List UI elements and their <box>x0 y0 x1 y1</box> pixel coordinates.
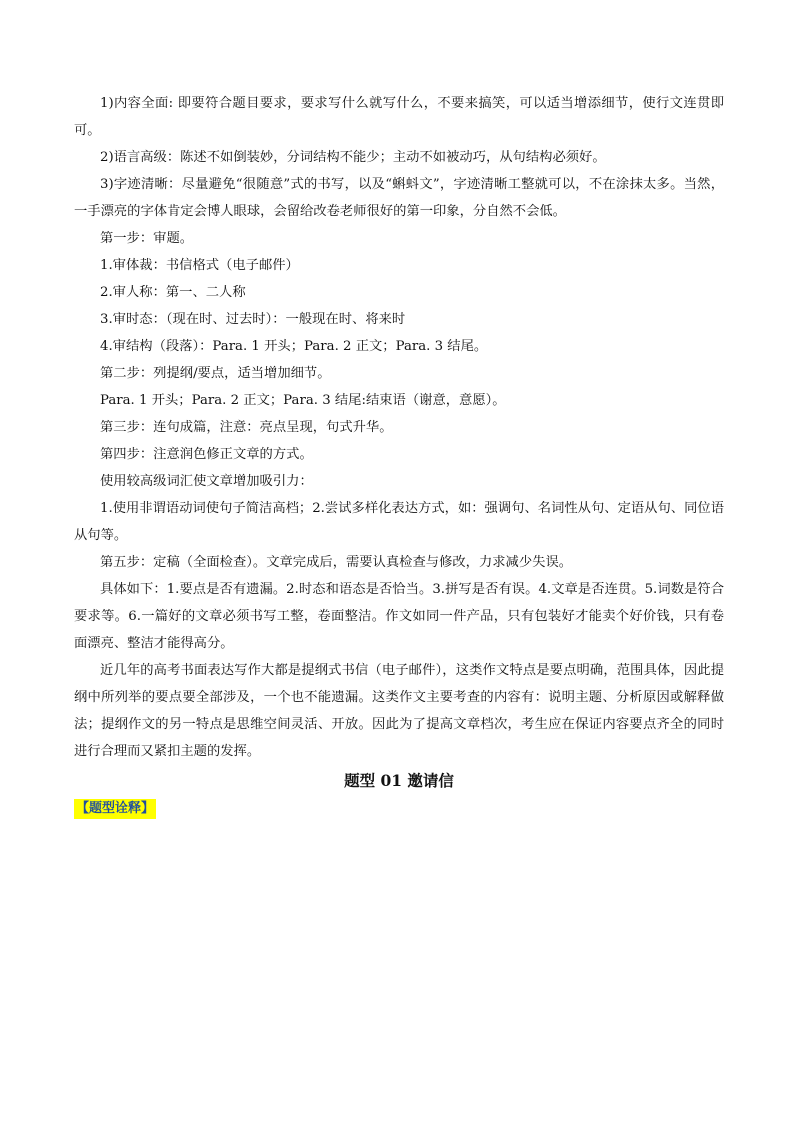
paragraph: 1.审体裁：书信格式（电子邮件） <box>100 258 299 273</box>
tag-row <box>74 797 724 819</box>
paragraph: 2.审人称：第一、二人称 <box>100 285 246 300</box>
paragraph: 2)语言高级：陈述不如倒装妙，分词结构不能少；主动不如被动巧，从句结构必须好。 <box>100 150 606 165</box>
paragraph: 使用较高级词汇使文章增加吸引力： <box>100 474 313 489</box>
section-tag: 【题型诠释】 <box>74 799 156 819</box>
document-body <box>74 90 724 819</box>
paragraph: Para. 1 开头；Para. 2 正文；Para. 3 结尾:结束语（谢意，意愿）。 <box>100 393 506 408</box>
paragraph: 1)内容全面: 即要符合题目要求，要求写什么就写什么，不要来搞笑，可以适当增添细节，使行文连贯即可。 <box>74 96 724 138</box>
paragraph: 3)字迹清晰：尽量避免“很随意”式的书写，以及“蝌蚪文”，字迹清晰工整就可以，不在涂抹太多。当然，一手漂亮的字体肯定会博人眼球，会留给改卷老师很好的第一印象，分自然不会低。 <box>74 177 724 219</box>
paragraph: 第三步：连句成篇，注意：亮点呈现，句式升华。 <box>100 420 393 435</box>
paragraph: 近几年的高考书面表达写作大都是提纲式书信（电子邮件），这类作文特点是要点明确，范围具体，因此提纲中所列举的要点要全部涉及，一个也不能遗漏。这类作文主要考查的内容有：说明主题、分析原因或解释做法；提纲作文的另一特点是思维空间灵活、开放。因此为了提高文章档次，考生应在保证内容要点齐全的同时进行合理而又紧扣主题的发挥。 <box>74 663 724 759</box>
paragraph: 3.审时态：（现在时、过去时）：一般现在时、将来时 <box>100 312 406 327</box>
paragraph: 第二步：列提纲/要点，适当增加细节。 <box>100 366 331 381</box>
paragraph: 第一步：审题。 <box>100 231 194 246</box>
section-title: 题型 01 邀请信 <box>344 771 454 790</box>
paragraph: 具体如下：1.要点是否有遗漏。2.时态和语态是否恰当。3.拼写是否有误。4.文章是否连贯。5.词数是符合要求等。6.一篇好的文章必须书写工整，卷面整洁。作文如同一件产品，只有包装好才能卖个好价钱，只有卷面漂亮、整洁才能得高分。 <box>74 582 724 651</box>
paragraph: 1.使用非谓语动词使句子简洁高档；2.尝试多样化表达方式，如：强调句、名词性从句、定语从句、同位语从句等。 <box>74 501 724 543</box>
paragraph: 第四步：注意润色修正文章的方式。 <box>100 447 313 462</box>
paragraph: 4.审结构（段落）：Para. 1 开头；Para. 2 正文；Para. 3 结尾。 <box>100 339 488 354</box>
paragraph: 第五步：定稿（全面检查）。文章完成后，需要认真检查与修改，力求减少失误。 <box>100 555 573 570</box>
